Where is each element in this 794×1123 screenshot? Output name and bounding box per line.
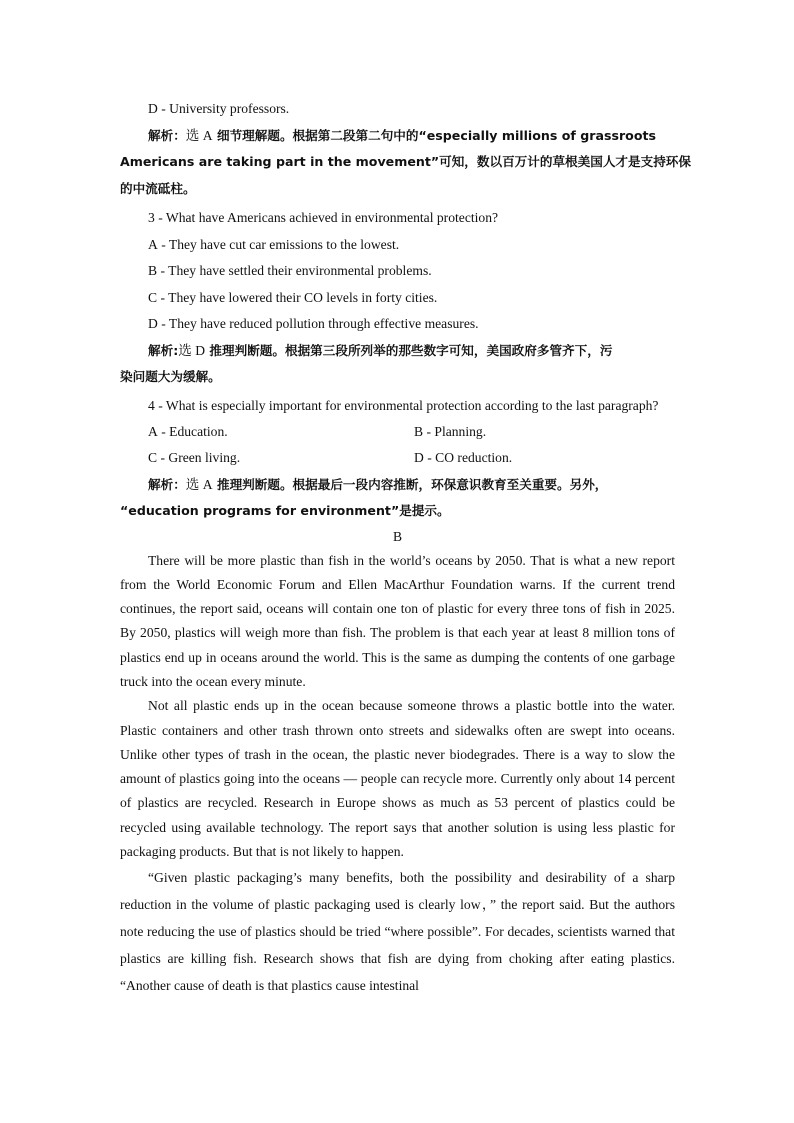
- passage-paragraph-3: “Given plastic packaging’s many benefits, both the possibility and desirability of a sharp reduction in the volume of plastic packaging used is clearly low，” the report said. But the authors note reducing the use of plastics should be tried “where possible”. For decades, scientists warned that plastics are killing fish. Research shows that fish are dying from choking after eating plastics. “Another cause of death is that plastics cause intestinal: [120, 870, 675, 994]
- q4-options-row-1: [120, 419, 675, 446]
- q4-option-c: C - Green living.: [148, 450, 241, 465]
- analysis-label: 解析:: [148, 342, 179, 358]
- q3-analysis-line2: 染问题大为缓解。: [120, 369, 221, 384]
- q4-options-row-2: [120, 445, 675, 472]
- q4-analysis: [120, 472, 675, 499]
- analysis-label: 解析：: [148, 476, 186, 492]
- analysis-choice: 选 A: [185, 476, 213, 492]
- analysis-choice: 选 A: [185, 127, 213, 143]
- q2-analysis: [120, 123, 675, 150]
- q2-option-d: D - University professors.: [148, 101, 290, 116]
- section-heading: B: [392, 528, 403, 544]
- analysis-text: 推理判断题。根据最后一段内容推断，环保意识教育至关重要。另外，: [212, 476, 608, 492]
- q3-option-c: C - They have lowered their CO levels in forty cities.: [148, 289, 438, 305]
- q3-option-a: A - They have cut car emissions to the lowest.: [148, 236, 400, 252]
- q2-analysis-line2: Americans are taking part in the movement”可知，数以百万计的草根美国人才是支持环保: [120, 154, 691, 169]
- q4-option-d: D - CO reduction.: [414, 450, 513, 465]
- q3-question: 3 - What have Americans achieved in environmental protection?: [148, 210, 499, 225]
- q3-option-d: D - They have reduced pollution through effective measures.: [148, 316, 479, 331]
- document-page: [120, 96, 691, 999]
- q4-analysis-line2: “education programs for environment”是提示。: [120, 503, 450, 518]
- q4-option-b: B - Planning.: [414, 423, 487, 439]
- q2-analysis-line3: 的中流砥柱。: [120, 180, 196, 196]
- analysis-text: 推理判断题。根据第三段所列举的那些数字可知，美国政府多管齐下，污: [205, 342, 613, 358]
- q4-option-a: A - Education.: [148, 423, 228, 439]
- analysis-label: 解析：: [148, 127, 186, 143]
- q3-analysis: [120, 338, 675, 365]
- q4-question: 4 - What is especially important for environmental protection according to the last paragraph?: [148, 397, 659, 413]
- q3-option-b: B - They have settled their environmental problems.: [148, 263, 432, 278]
- analysis-text: 细节理解题。根据第二段第二句中的“especially millions of grassroots: [212, 127, 657, 143]
- passage-paragraph-1: There will be more plastic than fish in the world’s oceans by 2050. That is what a new report from the World Economic Forum and Ellen MacArthur Foundation warns. If the current trend continues, the report said, oceans will contain one ton of plastic for every three tons of fish in 2025. By 2050, plastics will weigh more than fish. The problem is that each year at least 8 million tons of plastics end up in oceans around the world. This is the same as dumping the contents of one garbage truck into the ocean every minute.: [120, 552, 675, 689]
- passage-paragraph-2: Not all plastic ends up in the ocean because someone throws a plastic bottle into the water. Plastic containers and other trash thrown onto streets and sidewalks often are swept into oceans. Unlike other types of trash in the ocean, the plastic never biodegrades. There is a way to slow the amount of plastics going into the oceans — people can recycle more. Currently only about 14 percent of plastics are recycled. Research in Europe shows as much as 53 percent of plastics could be recycled using available technology. The report says that another solution is using less plastic for packaging products. But that is not likely to happen.: [120, 698, 675, 860]
- analysis-choice: 选 D: [178, 342, 206, 358]
